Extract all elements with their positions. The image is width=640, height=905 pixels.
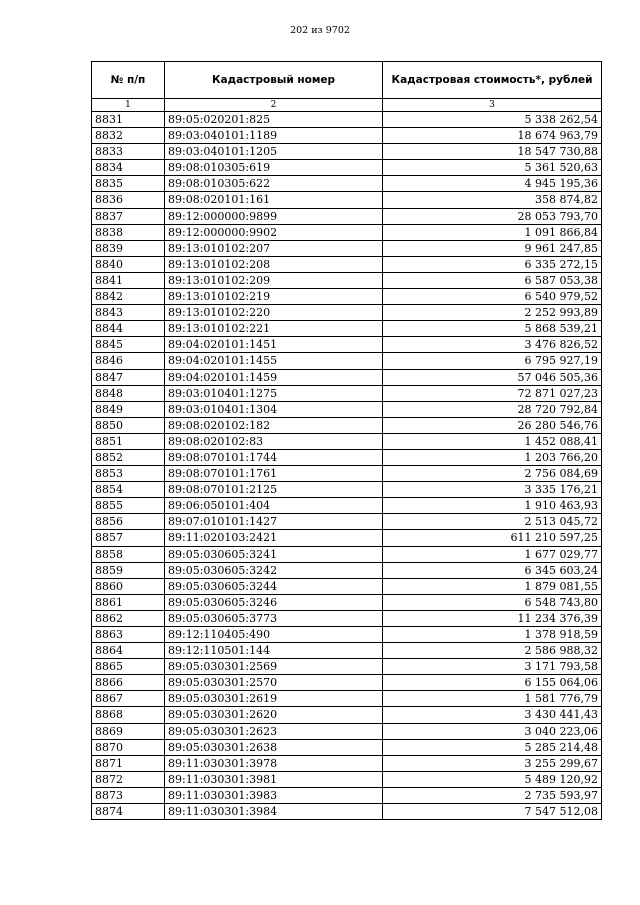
cadastral-number-cell: 89:03:040101:1189 xyxy=(165,128,383,144)
cadastral-number-cell: 89:11:030301:3984 xyxy=(165,804,383,820)
row-number-cell: 8874 xyxy=(92,804,165,820)
cadastral-value-cell: 5 285 214,48 xyxy=(383,739,602,755)
row-number-cell: 8869 xyxy=(92,723,165,739)
table-row xyxy=(92,433,602,449)
table-row xyxy=(92,562,602,578)
row-number-cell: 8840 xyxy=(92,256,165,272)
row-number-cell: 8855 xyxy=(92,498,165,514)
cadastral-number-cell: 89:12:110405:490 xyxy=(165,627,383,643)
cadastral-number-cell: 89:05:020201:825 xyxy=(165,112,383,128)
table-row xyxy=(92,224,602,240)
cadastral-number-cell: 89:12:000000:9899 xyxy=(165,208,383,224)
cadastral-number-cell: 89:05:030605:3242 xyxy=(165,562,383,578)
cadastral-number-cell: 89:05:030605:3773 xyxy=(165,610,383,626)
table-row xyxy=(92,723,602,739)
cadastral-value-cell: 72 871 027,23 xyxy=(383,385,602,401)
table-row xyxy=(92,417,602,433)
cadastral-number-cell: 89:11:020103:2421 xyxy=(165,530,383,546)
row-number-cell: 8862 xyxy=(92,610,165,626)
table-row xyxy=(92,498,602,514)
table-row xyxy=(92,256,602,272)
cadastral-value-cell: 1 910 463,93 xyxy=(383,498,602,514)
cadastral-value-cell: 6 795 927,19 xyxy=(383,353,602,369)
table-row xyxy=(92,787,602,803)
table-row xyxy=(92,160,602,176)
cadastral-value-cell: 5 361 520,63 xyxy=(383,160,602,176)
row-number-cell: 8849 xyxy=(92,401,165,417)
cadastral-number-cell: 89:05:030301:2638 xyxy=(165,739,383,755)
cadastral-number-cell: 89:05:030301:2619 xyxy=(165,691,383,707)
cadastral-number-cell: 89:03:010401:1304 xyxy=(165,401,383,417)
row-number-cell: 8858 xyxy=(92,546,165,562)
cadastral-number-cell: 89:05:030301:2623 xyxy=(165,723,383,739)
row-number-cell: 8854 xyxy=(92,482,165,498)
cadastral-value-cell: 1 378 918,59 xyxy=(383,627,602,643)
row-number-cell: 8861 xyxy=(92,594,165,610)
row-number-cell: 8853 xyxy=(92,466,165,482)
row-number-cell: 8831 xyxy=(92,112,165,128)
table-row xyxy=(92,176,602,192)
table-row xyxy=(92,578,602,594)
cadastral-number-cell: 89:08:070101:1761 xyxy=(165,466,383,482)
cadastral-value-cell: 3 040 223,06 xyxy=(383,723,602,739)
table-row xyxy=(92,289,602,305)
table-row xyxy=(92,627,602,643)
row-number-cell: 8841 xyxy=(92,272,165,288)
row-number-cell: 8871 xyxy=(92,755,165,771)
cadastral-number-cell: 89:03:010401:1275 xyxy=(165,385,383,401)
cadastral-number-cell: 89:08:020102:182 xyxy=(165,417,383,433)
cadastral-number-cell: 89:05:030605:3244 xyxy=(165,578,383,594)
table-row xyxy=(92,739,602,755)
column-number-2: 2 xyxy=(165,99,383,112)
cadastral-number-cell: 89:03:040101:1205 xyxy=(165,144,383,160)
table-row xyxy=(92,240,602,256)
table-row xyxy=(92,594,602,610)
cadastral-number-cell: 89:08:020102:83 xyxy=(165,433,383,449)
cadastral-value-cell: 2 756 084,69 xyxy=(383,466,602,482)
row-number-cell: 8848 xyxy=(92,385,165,401)
cadastral-number-cell: 89:05:030605:3241 xyxy=(165,546,383,562)
cadastral-value-cell: 2 252 993,89 xyxy=(383,305,602,321)
table-row xyxy=(92,128,602,144)
cadastral-number-cell: 89:05:030605:3246 xyxy=(165,594,383,610)
row-number-cell: 8873 xyxy=(92,787,165,803)
cadastral-value-cell: 3 335 176,21 xyxy=(383,482,602,498)
cadastral-value-cell: 2 513 045,72 xyxy=(383,514,602,530)
cadastral-number-cell: 89:05:030301:2620 xyxy=(165,707,383,723)
cadastral-value-cell: 26 280 546,76 xyxy=(383,417,602,433)
row-number-cell: 8845 xyxy=(92,337,165,353)
row-number-cell: 8857 xyxy=(92,530,165,546)
cadastral-number-cell: 89:13:010102:221 xyxy=(165,321,383,337)
table-header xyxy=(92,62,602,112)
row-number-cell: 8847 xyxy=(92,369,165,385)
row-number-cell: 8863 xyxy=(92,627,165,643)
table-row xyxy=(92,546,602,562)
cadastral-value-cell: 18 547 730,88 xyxy=(383,144,602,160)
cadastral-number-cell: 89:04:020101:1459 xyxy=(165,369,383,385)
table-body xyxy=(92,112,602,820)
cadastral-value-cell: 5 489 120,92 xyxy=(383,771,602,787)
cadastral-value-cell: 57 046 505,36 xyxy=(383,369,602,385)
row-number-cell: 8864 xyxy=(92,643,165,659)
table-row xyxy=(92,401,602,417)
cadastral-value-cell: 611 210 597,25 xyxy=(383,530,602,546)
table-row xyxy=(92,675,602,691)
table-row xyxy=(92,208,602,224)
cadastral-number-cell: 89:11:030301:3981 xyxy=(165,771,383,787)
cadastral-value-cell: 1 452 088,41 xyxy=(383,433,602,449)
cadastral-value-cell: 28 720 792,84 xyxy=(383,401,602,417)
row-number-cell: 8837 xyxy=(92,208,165,224)
cadastral-number-cell: 89:08:070101:2125 xyxy=(165,482,383,498)
cadastral-number-cell: 89:13:010102:209 xyxy=(165,272,383,288)
table-row xyxy=(92,659,602,675)
header-row-number: № п/п xyxy=(92,62,165,99)
cadastral-number-cell: 89:11:030301:3978 xyxy=(165,755,383,771)
column-number-1: 1 xyxy=(92,99,165,112)
cadastral-value-cell: 6 540 979,52 xyxy=(383,289,602,305)
row-number-cell: 8865 xyxy=(92,659,165,675)
row-number-cell: 8856 xyxy=(92,514,165,530)
table-row xyxy=(92,530,602,546)
row-number-cell: 8860 xyxy=(92,578,165,594)
cadastral-value-cell: 6 587 053,38 xyxy=(383,272,602,288)
header-cadastral-value: Кадастровая стоимость*, рублей xyxy=(383,62,602,99)
table-row xyxy=(92,192,602,208)
cadastral-value-cell: 4 945 195,36 xyxy=(383,176,602,192)
row-number-cell: 8850 xyxy=(92,417,165,433)
row-number-cell: 8844 xyxy=(92,321,165,337)
header-row xyxy=(92,62,602,99)
cadastral-value-cell: 7 547 512,08 xyxy=(383,804,602,820)
table-row xyxy=(92,321,602,337)
row-number-cell: 8835 xyxy=(92,176,165,192)
cadastral-value-cell: 1 879 081,55 xyxy=(383,578,602,594)
cadastral-number-cell: 89:05:030301:2570 xyxy=(165,675,383,691)
cadastral-value-cell: 3 430 441,43 xyxy=(383,707,602,723)
row-number-cell: 8836 xyxy=(92,192,165,208)
row-number-cell: 8842 xyxy=(92,289,165,305)
cadastral-value-cell: 3 171 793,58 xyxy=(383,659,602,675)
table-row xyxy=(92,353,602,369)
cadastral-number-cell: 89:13:010102:219 xyxy=(165,289,383,305)
cadastral-number-cell: 89:05:030301:2569 xyxy=(165,659,383,675)
cadastral-number-cell: 89:06:050101:404 xyxy=(165,498,383,514)
cadastral-number-cell: 89:04:020101:1451 xyxy=(165,337,383,353)
cadastral-value-cell: 6 155 064,06 xyxy=(383,675,602,691)
table-row xyxy=(92,610,602,626)
table-row xyxy=(92,112,602,128)
table-row xyxy=(92,369,602,385)
cadastral-number-cell: 89:08:010305:619 xyxy=(165,160,383,176)
cadastral-number-cell: 89:13:010102:207 xyxy=(165,240,383,256)
cadastral-value-cell: 18 674 963,79 xyxy=(383,128,602,144)
row-number-cell: 8839 xyxy=(92,240,165,256)
table-row xyxy=(92,482,602,498)
table-row xyxy=(92,707,602,723)
row-number-cell: 8867 xyxy=(92,691,165,707)
header-cadastral-number: Кадастровый номер xyxy=(165,62,383,99)
cadastral-value-table xyxy=(91,61,602,820)
cadastral-number-cell: 89:08:010305:622 xyxy=(165,176,383,192)
cadastral-value-cell: 6 345 603,24 xyxy=(383,562,602,578)
page-number-header: 202 из 9702 xyxy=(290,25,350,36)
table-row xyxy=(92,305,602,321)
row-number-cell: 8843 xyxy=(92,305,165,321)
row-number-cell: 8851 xyxy=(92,433,165,449)
table-row xyxy=(92,771,602,787)
cadastral-value-cell: 3 476 826,52 xyxy=(383,337,602,353)
row-number-cell: 8866 xyxy=(92,675,165,691)
cadastral-value-cell: 11 234 376,39 xyxy=(383,610,602,626)
row-number-cell: 8846 xyxy=(92,353,165,369)
table-row xyxy=(92,449,602,465)
row-number-cell: 8838 xyxy=(92,224,165,240)
table-row xyxy=(92,144,602,160)
cadastral-value-cell: 2 735 593,97 xyxy=(383,787,602,803)
cadastral-number-cell: 89:11:030301:3983 xyxy=(165,787,383,803)
row-number-cell: 8859 xyxy=(92,562,165,578)
table-row xyxy=(92,755,602,771)
cadastral-number-cell: 89:12:110501:144 xyxy=(165,643,383,659)
cadastral-value-cell: 1 677 029,77 xyxy=(383,546,602,562)
row-number-cell: 8852 xyxy=(92,449,165,465)
cadastral-value-cell: 9 961 247,85 xyxy=(383,240,602,256)
table-row xyxy=(92,643,602,659)
row-number-cell: 8834 xyxy=(92,160,165,176)
cadastral-number-cell: 89:13:010102:220 xyxy=(165,305,383,321)
cadastral-value-cell: 6 548 743,80 xyxy=(383,594,602,610)
table-row xyxy=(92,466,602,482)
table-row xyxy=(92,804,602,820)
cadastral-value-cell: 1 091 866,84 xyxy=(383,224,602,240)
row-number-cell: 8833 xyxy=(92,144,165,160)
cadastral-value-cell: 358 874,82 xyxy=(383,192,602,208)
cadastral-value-cell: 28 053 793,70 xyxy=(383,208,602,224)
row-number-cell: 8868 xyxy=(92,707,165,723)
row-number-cell: 8832 xyxy=(92,128,165,144)
cadastral-value-cell: 5 868 539,21 xyxy=(383,321,602,337)
cadastral-value-cell: 1 203 766,20 xyxy=(383,449,602,465)
cadastral-number-cell: 89:13:010102:208 xyxy=(165,256,383,272)
cadastral-number-cell: 89:04:020101:1455 xyxy=(165,353,383,369)
cadastral-number-cell: 89:07:010101:1427 xyxy=(165,514,383,530)
column-number-3: 3 xyxy=(383,99,602,112)
cadastral-value-cell: 5 338 262,54 xyxy=(383,112,602,128)
table-row xyxy=(92,514,602,530)
cadastral-number-cell: 89:08:070101:1744 xyxy=(165,449,383,465)
cadastral-value-cell: 1 581 776,79 xyxy=(383,691,602,707)
column-number-row xyxy=(92,99,602,112)
table-row xyxy=(92,272,602,288)
cadastral-number-cell: 89:12:000000:9902 xyxy=(165,224,383,240)
row-number-cell: 8870 xyxy=(92,739,165,755)
cadastral-value-cell: 6 335 272,15 xyxy=(383,256,602,272)
table-row xyxy=(92,691,602,707)
cadastral-number-cell: 89:08:020101:161 xyxy=(165,192,383,208)
table-row xyxy=(92,337,602,353)
cadastral-value-cell: 3 255 299,67 xyxy=(383,755,602,771)
row-number-cell: 8872 xyxy=(92,771,165,787)
table-row xyxy=(92,385,602,401)
cadastral-value-cell: 2 586 988,32 xyxy=(383,643,602,659)
